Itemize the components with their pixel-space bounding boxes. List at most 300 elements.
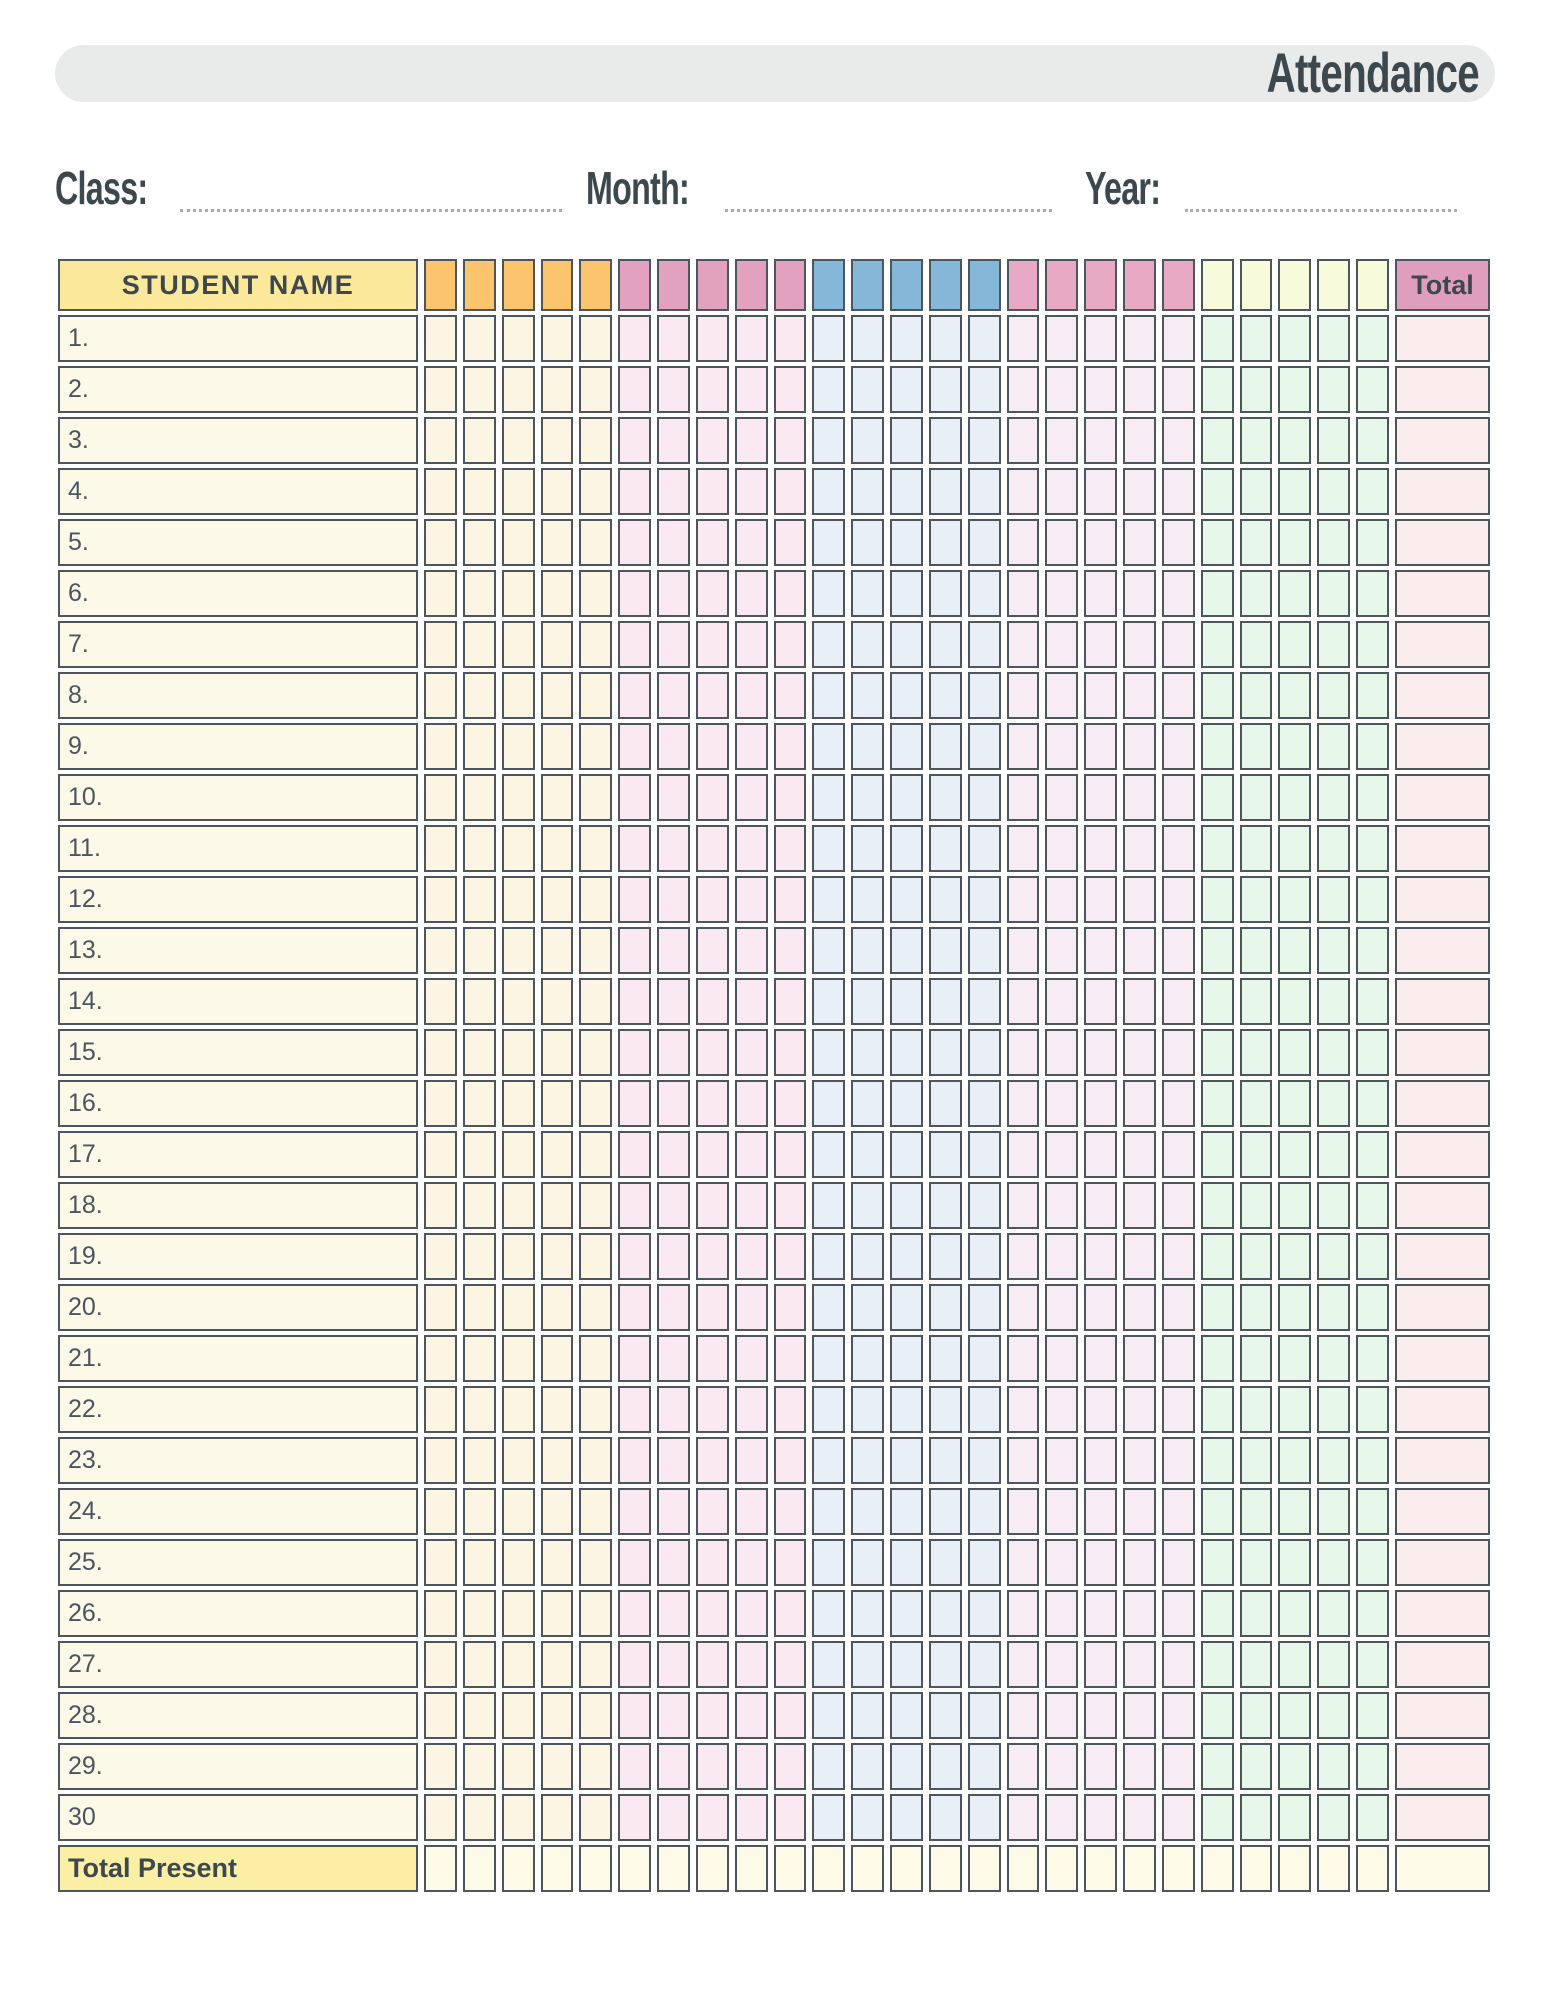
day-cell[interactable]	[424, 1743, 457, 1790]
class-input-line[interactable]	[180, 209, 562, 212]
day-cell[interactable]	[812, 927, 845, 974]
day-cell[interactable]	[1356, 1692, 1389, 1739]
day-cell[interactable]	[657, 774, 690, 821]
total-present-cell[interactable]	[579, 1845, 612, 1892]
day-cell[interactable]	[1240, 1488, 1273, 1535]
day-cell[interactable]	[1317, 1131, 1350, 1178]
total-cell[interactable]	[1395, 468, 1490, 515]
day-cell[interactable]	[696, 1692, 729, 1739]
day-cell[interactable]	[657, 519, 690, 566]
day-cell[interactable]	[541, 1080, 574, 1127]
day-cell[interactable]	[735, 825, 768, 872]
day-cell[interactable]	[890, 468, 923, 515]
total-cell[interactable]	[1395, 1743, 1490, 1790]
day-cell[interactable]	[1201, 876, 1234, 923]
day-cell[interactable]	[968, 366, 1001, 413]
day-cell[interactable]	[424, 621, 457, 668]
day-cell[interactable]	[502, 672, 535, 719]
day-cell[interactable]	[541, 1539, 574, 1586]
day-cell[interactable]	[890, 927, 923, 974]
day-cell[interactable]	[1045, 519, 1078, 566]
day-cell[interactable]	[968, 672, 1001, 719]
day-cell[interactable]	[1240, 1794, 1273, 1841]
day-cell[interactable]	[1201, 774, 1234, 821]
day-cell[interactable]	[1084, 417, 1117, 464]
day-cell[interactable]	[657, 1437, 690, 1484]
student-name-cell[interactable]: 20.	[58, 1284, 418, 1331]
day-cell[interactable]	[929, 774, 962, 821]
day-cell[interactable]	[1201, 1386, 1234, 1433]
total-cell[interactable]	[1395, 519, 1490, 566]
day-cell[interactable]	[696, 315, 729, 362]
day-cell[interactable]	[851, 876, 884, 923]
day-cell[interactable]	[1045, 1335, 1078, 1382]
day-cell[interactable]	[1278, 315, 1311, 362]
day-cell[interactable]	[1007, 774, 1040, 821]
day-cell[interactable]	[1278, 1233, 1311, 1280]
day-cell[interactable]	[812, 315, 845, 362]
day-cell[interactable]	[657, 1641, 690, 1688]
day-cell[interactable]	[618, 825, 651, 872]
day-cell[interactable]	[735, 672, 768, 719]
day-cell[interactable]	[502, 1794, 535, 1841]
day-cell[interactable]	[890, 672, 923, 719]
day-cell[interactable]	[1356, 723, 1389, 770]
day-cell[interactable]	[657, 1794, 690, 1841]
day-cell[interactable]	[1007, 1131, 1040, 1178]
day-cell[interactable]	[696, 672, 729, 719]
day-cell[interactable]	[657, 1029, 690, 1076]
day-cell[interactable]	[463, 621, 496, 668]
day-cell[interactable]	[890, 1131, 923, 1178]
day-cell[interactable]	[735, 315, 768, 362]
day-cell[interactable]	[1201, 723, 1234, 770]
day-cell[interactable]	[1045, 825, 1078, 872]
day-cell[interactable]	[774, 315, 807, 362]
day-cell[interactable]	[851, 519, 884, 566]
day-cell[interactable]	[1317, 1539, 1350, 1586]
day-cell[interactable]	[1084, 621, 1117, 668]
day-cell[interactable]	[929, 1692, 962, 1739]
day-cell[interactable]	[1162, 621, 1195, 668]
total-cell[interactable]	[1395, 672, 1490, 719]
day-cell[interactable]	[1240, 1080, 1273, 1127]
day-cell[interactable]	[812, 1641, 845, 1688]
total-cell[interactable]	[1395, 1539, 1490, 1586]
day-cell[interactable]	[696, 1743, 729, 1790]
student-name-cell[interactable]: 2.	[58, 366, 418, 413]
day-cell[interactable]	[1317, 1743, 1350, 1790]
day-cell[interactable]	[1123, 1539, 1156, 1586]
day-cell[interactable]	[579, 876, 612, 923]
total-present-cell[interactable]	[463, 1845, 496, 1892]
day-cell[interactable]	[579, 1284, 612, 1331]
day-cell[interactable]	[1007, 1284, 1040, 1331]
day-cell[interactable]	[1162, 1080, 1195, 1127]
day-cell[interactable]	[851, 1386, 884, 1433]
total-present-cell[interactable]	[968, 1845, 1001, 1892]
day-cell[interactable]	[1084, 1182, 1117, 1229]
day-cell[interactable]	[579, 1131, 612, 1178]
day-cell[interactable]	[502, 1182, 535, 1229]
day-cell[interactable]	[1201, 1488, 1234, 1535]
student-name-cell[interactable]: 18.	[58, 1182, 418, 1229]
day-cell[interactable]	[1240, 1437, 1273, 1484]
day-cell[interactable]	[1278, 1386, 1311, 1433]
day-cell[interactable]	[851, 366, 884, 413]
day-cell[interactable]	[1123, 315, 1156, 362]
day-cell[interactable]	[735, 927, 768, 974]
day-cell[interactable]	[1162, 519, 1195, 566]
day-cell[interactable]	[424, 417, 457, 464]
day-cell[interactable]	[1045, 1029, 1078, 1076]
day-cell[interactable]	[463, 1233, 496, 1280]
day-cell[interactable]	[618, 621, 651, 668]
total-present-cell[interactable]	[696, 1845, 729, 1892]
day-cell[interactable]	[1162, 723, 1195, 770]
day-cell[interactable]	[1317, 774, 1350, 821]
student-name-cell[interactable]: 15.	[58, 1029, 418, 1076]
day-cell[interactable]	[812, 978, 845, 1025]
total-cell[interactable]	[1395, 1335, 1490, 1382]
day-cell[interactable]	[1317, 1488, 1350, 1535]
total-cell[interactable]	[1395, 1488, 1490, 1535]
day-cell[interactable]	[1201, 1692, 1234, 1739]
day-cell[interactable]	[1162, 1335, 1195, 1382]
year-input-line[interactable]	[1185, 209, 1457, 212]
day-cell[interactable]	[1201, 366, 1234, 413]
total-cell[interactable]	[1395, 1080, 1490, 1127]
day-cell[interactable]	[1084, 315, 1117, 362]
day-cell[interactable]	[1240, 519, 1273, 566]
day-cell[interactable]	[463, 366, 496, 413]
day-cell[interactable]	[502, 1284, 535, 1331]
day-cell[interactable]	[502, 315, 535, 362]
day-cell[interactable]	[774, 1080, 807, 1127]
day-cell[interactable]	[812, 723, 845, 770]
day-cell[interactable]	[929, 417, 962, 464]
day-cell[interactable]	[502, 1131, 535, 1178]
day-cell[interactable]	[774, 927, 807, 974]
total-cell[interactable]	[1395, 1029, 1490, 1076]
day-cell[interactable]	[1317, 927, 1350, 974]
total-present-cell[interactable]	[1162, 1845, 1195, 1892]
day-cell[interactable]	[1240, 570, 1273, 617]
day-cell[interactable]	[424, 1182, 457, 1229]
day-cell[interactable]	[463, 1182, 496, 1229]
day-cell[interactable]	[657, 1743, 690, 1790]
day-cell[interactable]	[851, 1131, 884, 1178]
day-cell[interactable]	[929, 1794, 962, 1841]
day-cell[interactable]	[890, 1743, 923, 1790]
day-cell[interactable]	[1123, 1131, 1156, 1178]
day-cell[interactable]	[657, 1182, 690, 1229]
total-present-cell[interactable]	[1007, 1845, 1040, 1892]
day-cell[interactable]	[424, 519, 457, 566]
day-cell[interactable]	[774, 1335, 807, 1382]
day-cell[interactable]	[1162, 1437, 1195, 1484]
day-cell[interactable]	[812, 774, 845, 821]
day-cell[interactable]	[890, 978, 923, 1025]
day-cell[interactable]	[579, 417, 612, 464]
day-cell[interactable]	[1084, 1692, 1117, 1739]
day-cell[interactable]	[579, 1692, 612, 1739]
day-cell[interactable]	[1007, 1386, 1040, 1433]
day-cell[interactable]	[1045, 723, 1078, 770]
day-cell[interactable]	[1084, 1590, 1117, 1637]
day-cell[interactable]	[424, 1641, 457, 1688]
day-cell[interactable]	[541, 417, 574, 464]
day-cell[interactable]	[1123, 1284, 1156, 1331]
day-cell[interactable]	[1278, 1539, 1311, 1586]
day-cell[interactable]	[1123, 621, 1156, 668]
day-cell[interactable]	[541, 366, 574, 413]
day-cell[interactable]	[1162, 1182, 1195, 1229]
day-cell[interactable]	[618, 1794, 651, 1841]
day-cell[interactable]	[618, 1029, 651, 1076]
day-cell[interactable]	[890, 519, 923, 566]
day-cell[interactable]	[618, 1131, 651, 1178]
total-present-cell[interactable]	[541, 1845, 574, 1892]
day-cell[interactable]	[1278, 1692, 1311, 1739]
day-cell[interactable]	[541, 1590, 574, 1637]
day-cell[interactable]	[502, 1437, 535, 1484]
day-cell[interactable]	[618, 876, 651, 923]
day-cell[interactable]	[1123, 1437, 1156, 1484]
day-cell[interactable]	[812, 1437, 845, 1484]
day-cell[interactable]	[851, 1029, 884, 1076]
day-cell[interactable]	[1007, 1488, 1040, 1535]
day-cell[interactable]	[579, 1488, 612, 1535]
day-cell[interactable]	[1240, 1743, 1273, 1790]
total-cell[interactable]	[1395, 417, 1490, 464]
student-name-cell[interactable]: 22.	[58, 1386, 418, 1433]
day-cell[interactable]	[1007, 417, 1040, 464]
day-cell[interactable]	[1084, 1641, 1117, 1688]
day-cell[interactable]	[696, 1590, 729, 1637]
day-cell[interactable]	[1240, 1335, 1273, 1382]
day-cell[interactable]	[1007, 978, 1040, 1025]
student-name-cell[interactable]: 11.	[58, 825, 418, 872]
total-present-cell[interactable]	[1045, 1845, 1078, 1892]
day-cell[interactable]	[890, 1335, 923, 1382]
day-cell[interactable]	[890, 1029, 923, 1076]
day-cell[interactable]	[463, 570, 496, 617]
day-cell[interactable]	[851, 1233, 884, 1280]
day-cell[interactable]	[1045, 1488, 1078, 1535]
day-cell[interactable]	[735, 1539, 768, 1586]
day-cell[interactable]	[657, 315, 690, 362]
day-cell[interactable]	[502, 1692, 535, 1739]
day-cell[interactable]	[774, 1743, 807, 1790]
student-name-cell[interactable]: 5.	[58, 519, 418, 566]
day-cell[interactable]	[502, 723, 535, 770]
day-cell[interactable]	[1356, 1437, 1389, 1484]
day-cell[interactable]	[1278, 519, 1311, 566]
day-cell[interactable]	[618, 366, 651, 413]
day-cell[interactable]	[463, 519, 496, 566]
day-cell[interactable]	[541, 1641, 574, 1688]
day-cell[interactable]	[1045, 978, 1078, 1025]
day-cell[interactable]	[1317, 366, 1350, 413]
day-cell[interactable]	[1356, 1182, 1389, 1229]
day-cell[interactable]	[1007, 366, 1040, 413]
day-cell[interactable]	[424, 1029, 457, 1076]
day-cell[interactable]	[1317, 315, 1350, 362]
day-cell[interactable]	[1356, 1029, 1389, 1076]
day-cell[interactable]	[618, 672, 651, 719]
day-cell[interactable]	[1123, 366, 1156, 413]
day-cell[interactable]	[618, 1233, 651, 1280]
day-cell[interactable]	[657, 1335, 690, 1382]
day-cell[interactable]	[463, 1029, 496, 1076]
day-cell[interactable]	[1240, 1590, 1273, 1637]
day-cell[interactable]	[774, 1794, 807, 1841]
total-present-cell[interactable]	[735, 1845, 768, 1892]
total-cell[interactable]	[1395, 1131, 1490, 1178]
day-cell[interactable]	[774, 570, 807, 617]
day-cell[interactable]	[929, 366, 962, 413]
day-cell[interactable]	[1201, 1539, 1234, 1586]
day-cell[interactable]	[1045, 1743, 1078, 1790]
day-cell[interactable]	[579, 519, 612, 566]
day-cell[interactable]	[929, 1539, 962, 1586]
student-name-cell[interactable]: 8.	[58, 672, 418, 719]
day-cell[interactable]	[1045, 1539, 1078, 1586]
day-cell[interactable]	[579, 570, 612, 617]
day-cell[interactable]	[774, 1131, 807, 1178]
day-cell[interactable]	[929, 1743, 962, 1790]
day-cell[interactable]	[657, 978, 690, 1025]
day-cell[interactable]	[1045, 1794, 1078, 1841]
day-cell[interactable]	[1045, 774, 1078, 821]
day-cell[interactable]	[1123, 468, 1156, 515]
day-cell[interactable]	[735, 621, 768, 668]
day-cell[interactable]	[1084, 1080, 1117, 1127]
day-cell[interactable]	[618, 417, 651, 464]
day-cell[interactable]	[968, 1386, 1001, 1433]
day-cell[interactable]	[812, 1335, 845, 1382]
day-cell[interactable]	[1317, 1233, 1350, 1280]
day-cell[interactable]	[1162, 1386, 1195, 1433]
total-present-cell[interactable]	[812, 1845, 845, 1892]
day-cell[interactable]	[774, 519, 807, 566]
day-cell[interactable]	[541, 774, 574, 821]
day-cell[interactable]	[1240, 774, 1273, 821]
day-cell[interactable]	[1317, 621, 1350, 668]
day-cell[interactable]	[851, 1794, 884, 1841]
day-cell[interactable]	[1278, 672, 1311, 719]
student-name-cell[interactable]: 21.	[58, 1335, 418, 1382]
day-cell[interactable]	[618, 1386, 651, 1433]
day-cell[interactable]	[424, 774, 457, 821]
student-name-cell[interactable]: 13.	[58, 927, 418, 974]
day-cell[interactable]	[1240, 876, 1273, 923]
day-cell[interactable]	[1278, 366, 1311, 413]
day-cell[interactable]	[851, 1080, 884, 1127]
day-cell[interactable]	[929, 1641, 962, 1688]
total-present-cell[interactable]	[1084, 1845, 1117, 1892]
day-cell[interactable]	[1162, 825, 1195, 872]
total-present-cell[interactable]	[890, 1845, 923, 1892]
day-cell[interactable]	[696, 978, 729, 1025]
day-cell[interactable]	[502, 1743, 535, 1790]
day-cell[interactable]	[735, 1488, 768, 1535]
student-name-cell[interactable]: 23.	[58, 1437, 418, 1484]
student-name-cell[interactable]: 10.	[58, 774, 418, 821]
day-cell[interactable]	[1162, 1743, 1195, 1790]
day-cell[interactable]	[502, 774, 535, 821]
total-cell[interactable]	[1395, 366, 1490, 413]
day-cell[interactable]	[890, 1437, 923, 1484]
day-cell[interactable]	[1201, 1743, 1234, 1790]
day-cell[interactable]	[890, 723, 923, 770]
day-cell[interactable]	[696, 570, 729, 617]
day-cell[interactable]	[1201, 417, 1234, 464]
day-cell[interactable]	[929, 621, 962, 668]
day-cell[interactable]	[1007, 315, 1040, 362]
day-cell[interactable]	[696, 1539, 729, 1586]
total-cell[interactable]	[1395, 978, 1490, 1025]
day-cell[interactable]	[851, 1284, 884, 1331]
day-cell[interactable]	[541, 1743, 574, 1790]
day-cell[interactable]	[929, 315, 962, 362]
day-cell[interactable]	[968, 570, 1001, 617]
day-cell[interactable]	[890, 1794, 923, 1841]
day-cell[interactable]	[1356, 1539, 1389, 1586]
day-cell[interactable]	[1278, 723, 1311, 770]
day-cell[interactable]	[463, 1743, 496, 1790]
day-cell[interactable]	[541, 1692, 574, 1739]
day-cell[interactable]	[890, 774, 923, 821]
day-cell[interactable]	[890, 1641, 923, 1688]
day-cell[interactable]	[618, 1743, 651, 1790]
day-cell[interactable]	[1045, 1233, 1078, 1280]
day-cell[interactable]	[541, 978, 574, 1025]
day-cell[interactable]	[1317, 1284, 1350, 1331]
day-cell[interactable]	[1278, 774, 1311, 821]
day-cell[interactable]	[890, 1284, 923, 1331]
day-cell[interactable]	[463, 927, 496, 974]
day-cell[interactable]	[618, 774, 651, 821]
day-cell[interactable]	[735, 723, 768, 770]
day-cell[interactable]	[1356, 1233, 1389, 1280]
day-cell[interactable]	[1278, 1794, 1311, 1841]
day-cell[interactable]	[1123, 723, 1156, 770]
day-cell[interactable]	[1240, 1182, 1273, 1229]
day-cell[interactable]	[541, 621, 574, 668]
day-cell[interactable]	[1162, 366, 1195, 413]
day-cell[interactable]	[541, 1131, 574, 1178]
day-cell[interactable]	[1123, 825, 1156, 872]
day-cell[interactable]	[657, 1692, 690, 1739]
day-cell[interactable]	[618, 1182, 651, 1229]
day-cell[interactable]	[735, 417, 768, 464]
day-cell[interactable]	[502, 1080, 535, 1127]
day-cell[interactable]	[735, 1794, 768, 1841]
day-cell[interactable]	[541, 1029, 574, 1076]
total-present-cell[interactable]	[502, 1845, 535, 1892]
day-cell[interactable]	[1317, 1794, 1350, 1841]
day-cell[interactable]	[1240, 1641, 1273, 1688]
day-cell[interactable]	[1278, 825, 1311, 872]
day-cell[interactable]	[1278, 1488, 1311, 1535]
day-cell[interactable]	[579, 1437, 612, 1484]
day-cell[interactable]	[502, 1386, 535, 1433]
day-cell[interactable]	[541, 876, 574, 923]
day-cell[interactable]	[1356, 927, 1389, 974]
day-cell[interactable]	[1123, 1794, 1156, 1841]
